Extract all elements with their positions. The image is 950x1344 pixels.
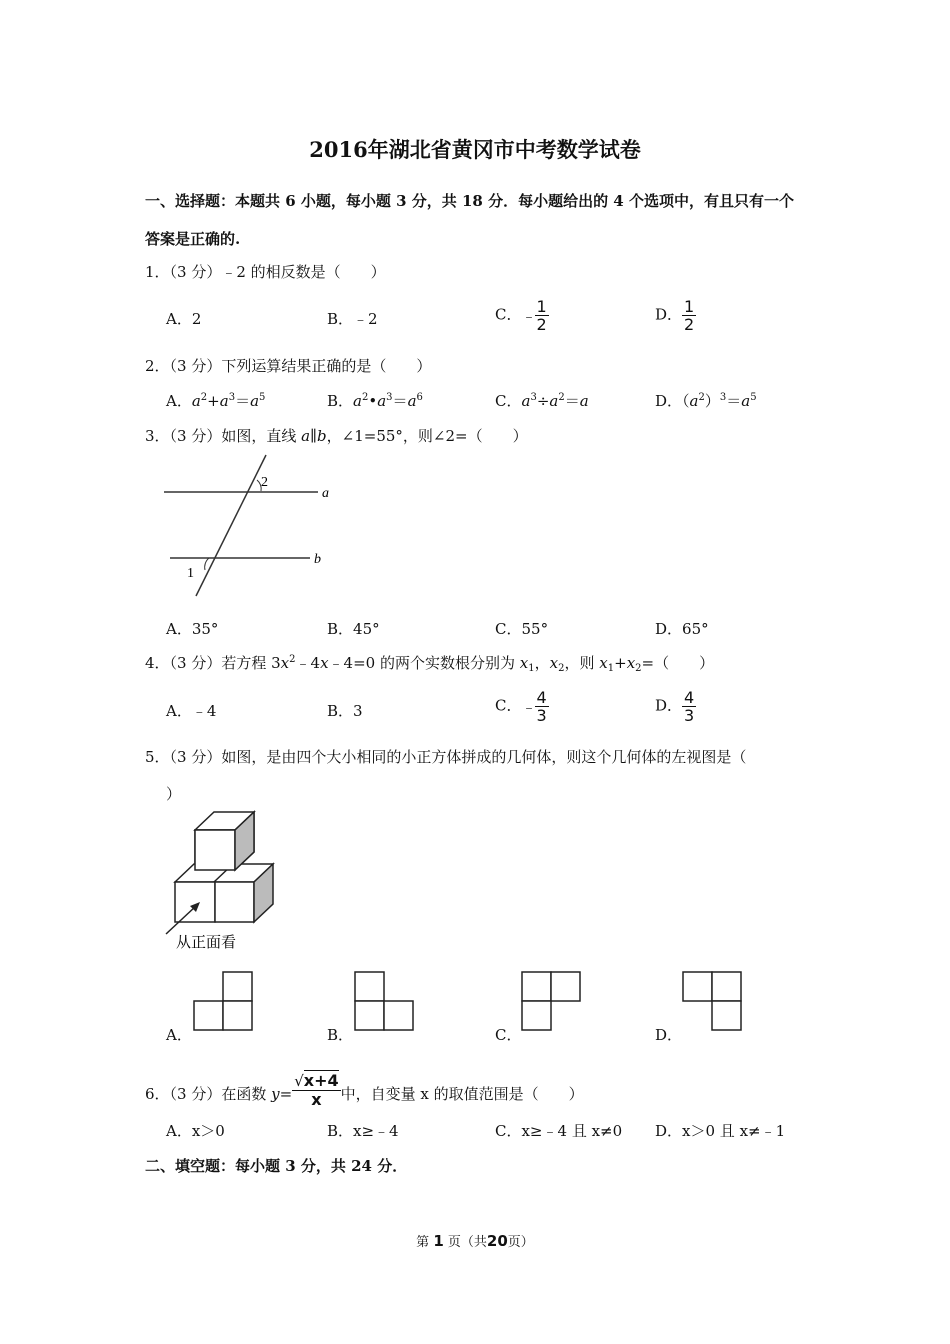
q6-option-b[interactable]: B．x≥﹣4: [327, 1122, 399, 1140]
q4-option-d[interactable]: D． $\frac{4}{3}$: [655, 688, 695, 725]
angle-1-label: 1: [187, 566, 194, 581]
q5-option-a-view: [192, 970, 256, 1034]
q3-option-b[interactable]: B．45°: [327, 620, 380, 638]
q6-option-a[interactable]: A．x＞0: [166, 1122, 225, 1140]
q4-option-c[interactable]: C．﹣ $\frac{4}{3}$: [495, 688, 547, 725]
q1-option-c[interactable]: [495, 298, 549, 333]
section-2-heading: 二、填空题：每小题 3 分，共 24 分．: [145, 1157, 408, 1175]
angle-2-label: 2: [261, 475, 268, 490]
q1-option-b[interactable]: B．﹣2: [327, 310, 378, 328]
page-footer: 第 1 页（共20页）: [416, 1232, 534, 1250]
question-4-stem: 4．（3 分）若方程 $3x^2﹣4x﹣4=0$ 的两个实数根分别为 $x_1$，$x_2$，则 $x_1+x_2=$（ ）: [145, 654, 715, 674]
q4-c-fraction: $\frac{4}{3}$: [536, 688, 547, 725]
q5-option-c-view: [520, 970, 584, 1034]
q1-c-sign: ﹣: [521, 307, 537, 325]
q1-option-d[interactable]: [655, 298, 696, 333]
q1-c-fraction: $\frac{1}{2}$: [536, 297, 547, 334]
q3-option-d[interactable]: D．65°: [655, 620, 709, 638]
question-6-stem: 6．（3 分）在函数 y= $\frac{√x+4}{x}$ 中，自变量 x 的取值范围是（ ）: [145, 1071, 584, 1109]
question-5-stem: 5．（3 分）如图，是由四个大小相同的小正方体拼成的几何体，则这个几何体的左视图是（: [145, 748, 747, 766]
question-1-stem: 1．（3 分）﹣2 的相反数是（ ）: [145, 263, 386, 281]
question-5-stem-cont: ）: [166, 785, 182, 803]
q2-option-b[interactable]: B．$a^2•a^3=a^6$: [327, 392, 423, 410]
q2-option-c[interactable]: C．$a^3\div a^2=a$: [495, 392, 589, 410]
page-title: 2016年湖北省黄冈市中考数学试卷: [309, 137, 641, 162]
q4-option-a[interactable]: A．﹣4: [166, 702, 217, 720]
q3-option-a[interactable]: A．35°: [166, 620, 219, 638]
line-a-label: a: [322, 486, 329, 501]
q5-cube-figure: [160, 808, 280, 956]
q3-option-c[interactable]: C．55°: [495, 620, 549, 638]
line-b-label: b: [314, 552, 321, 567]
q1-option-a[interactable]: A．2: [166, 310, 202, 328]
question-3-stem: 3．（3 分）如图，直线 a∥b，∠1=55°，则∠2=（ ）: [145, 427, 528, 445]
q5-option-d-view: [681, 970, 745, 1034]
q6-option-d[interactable]: D．x＞0 且 x≠﹣1: [655, 1122, 786, 1140]
q6-option-c[interactable]: C．x≥﹣4 且 x≠0: [495, 1122, 623, 1140]
view-direction-label: 从正面看: [176, 933, 237, 951]
q5-option-b-view: [353, 970, 417, 1034]
q5-option-a[interactable]: A．: [166, 1026, 192, 1044]
q3-parallel-lines-figure: [160, 450, 350, 600]
section-1-heading-cont: 答案是正确的.: [145, 230, 241, 248]
question-2-stem: 2．（3 分）下列运算结果正确的是（ ）: [145, 357, 432, 375]
q4-d-fraction: $\frac{4}{3}$: [684, 688, 695, 725]
q5-option-b[interactable]: B．: [327, 1026, 354, 1044]
section-1-heading: 一、选择题：本题共 6 小题，每小题 3 分，共 18 分．每小题给出的 4 个选项中，有且只有一个: [145, 192, 794, 210]
q1-c-label: C．: [495, 305, 522, 324]
q1-d-label: D．: [655, 305, 683, 324]
q4-option-b[interactable]: B．3: [327, 702, 363, 720]
q5-option-d[interactable]: D．: [655, 1026, 683, 1044]
q2-option-d[interactable]: D．$(a^2)^3=a^5$: [655, 392, 757, 410]
q6-function-fraction: $\frac{√x+4}{x}$: [294, 1071, 339, 1109]
q1-d-fraction: $\frac{1}{2}$: [684, 297, 695, 334]
q5-option-c[interactable]: C．: [495, 1026, 522, 1044]
q2-option-a[interactable]: A．$a^2+a^3=a^5$: [166, 392, 266, 410]
